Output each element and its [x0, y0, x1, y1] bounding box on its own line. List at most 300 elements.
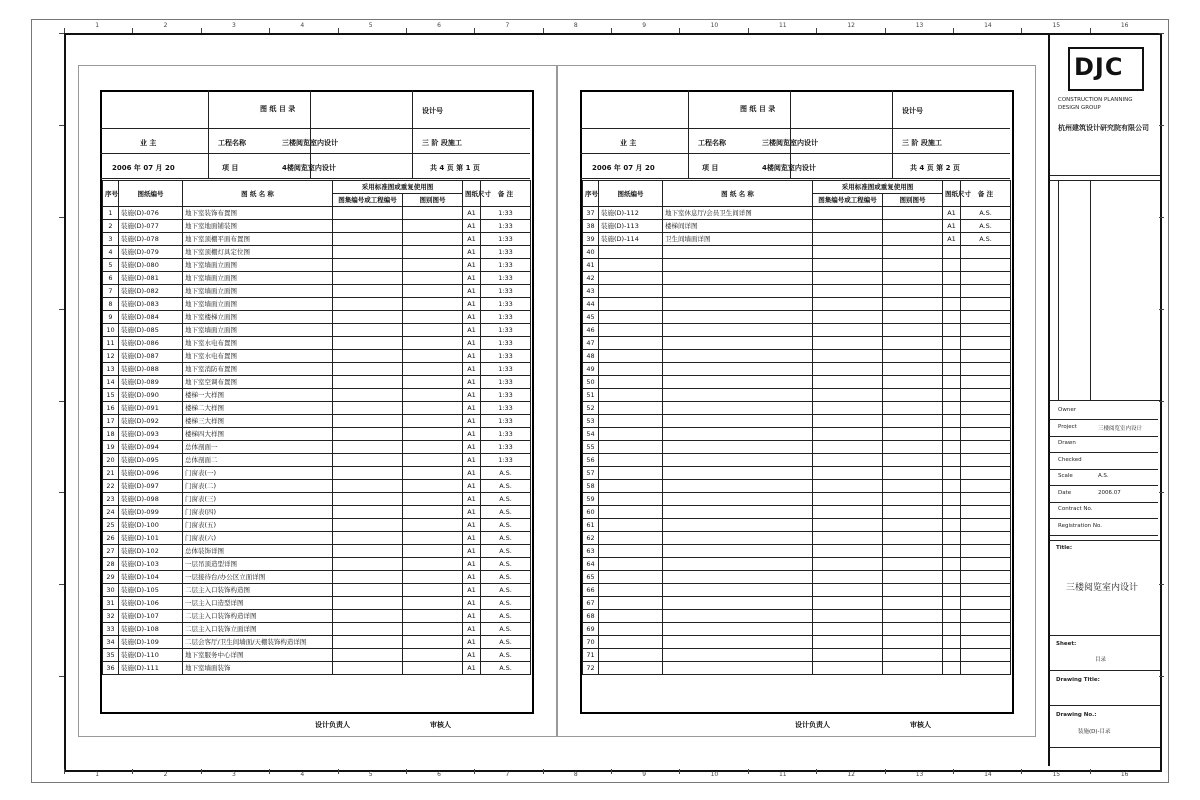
- cell-size: [943, 324, 961, 337]
- cell-name: [663, 415, 813, 428]
- ruler-number: 5: [368, 22, 373, 29]
- cell-no: 62: [583, 532, 599, 545]
- cell-empty: [333, 337, 403, 350]
- cell-note: [961, 545, 1011, 558]
- cell-name: [663, 259, 813, 272]
- cell-empty: [403, 363, 463, 376]
- cell-no: 71: [583, 649, 599, 662]
- cell-code: 装施(D)-111: [119, 662, 183, 675]
- title-block: [1048, 35, 1160, 766]
- cell-size: A1: [463, 649, 481, 662]
- cell-name: 地下室墙面立面图: [183, 259, 333, 272]
- left-drawing-list: [102, 180, 531, 675]
- cell-size: [943, 623, 961, 636]
- cell-note: [961, 532, 1011, 545]
- cell-empty: [883, 324, 943, 337]
- table-row: [583, 363, 1011, 376]
- left-sheet-header-item-label: 项 目: [222, 164, 239, 172]
- cell-note: A.S.: [481, 623, 531, 636]
- cell-code: 装施(D)-088: [119, 363, 183, 376]
- cell-empty: [883, 532, 943, 545]
- cell-code: [599, 441, 663, 454]
- cell-no: 31: [103, 597, 119, 610]
- cell-note: [961, 324, 1011, 337]
- cell-no: 29: [103, 571, 119, 584]
- cell-no: 21: [103, 467, 119, 480]
- cell-no: 43: [583, 285, 599, 298]
- left-sheet-header-owner-label: 业 主: [140, 139, 157, 147]
- cell-no: 56: [583, 454, 599, 467]
- cell-note: 1:33: [481, 324, 531, 337]
- table-row: [583, 350, 1011, 363]
- table-row: [103, 545, 531, 558]
- company-cn: 杭州建筑设计研究院有限公司: [1058, 124, 1149, 132]
- cell-name: [663, 337, 813, 350]
- right-sheet-header-project-name: 三楼阅览室内设计: [762, 139, 818, 147]
- table-row: [103, 610, 531, 623]
- column-ref-no: 图别图号: [403, 194, 463, 207]
- cell-name: [663, 597, 813, 610]
- cell-code: 装施(D)-097: [119, 480, 183, 493]
- cell-note: [961, 571, 1011, 584]
- table-row: [583, 454, 1011, 467]
- cell-code: 装施(D)-103: [119, 558, 183, 571]
- cell-size: A1: [463, 597, 481, 610]
- cell-empty: [403, 324, 463, 337]
- cell-size: [943, 610, 961, 623]
- table-row: [583, 233, 1011, 246]
- ruler-number: 6: [437, 771, 441, 778]
- cell-empty: [403, 610, 463, 623]
- column-note: 备 注: [961, 181, 1011, 207]
- cell-size: A1: [463, 454, 481, 467]
- cell-no: 32: [103, 610, 119, 623]
- cell-name: 总体剖面二: [183, 454, 333, 467]
- column-ref-group: 采用标准图或重复使用图: [813, 181, 943, 194]
- column-name: 图 纸 名 称: [663, 181, 813, 207]
- company-en-2: DESIGN GROUP: [1058, 105, 1101, 111]
- cell-code: 装施(D)-079: [119, 246, 183, 259]
- table-row: [583, 389, 1011, 402]
- cell-no: 42: [583, 272, 599, 285]
- cell-empty: [883, 649, 943, 662]
- cell-size: [943, 298, 961, 311]
- table-row: [103, 350, 531, 363]
- cell-name: [663, 389, 813, 402]
- right-sheet-header-pages: 共 4 页 第 2 页: [910, 164, 960, 172]
- cell-name: 楼梯二大样图: [183, 402, 333, 415]
- left-sheet-header-item-value: 4楼阅览室内设计: [282, 164, 336, 172]
- cell-note: A.S.: [961, 233, 1011, 246]
- cell-empty: [883, 311, 943, 324]
- cell-empty: [333, 272, 403, 285]
- cell-no: 38: [583, 220, 599, 233]
- cell-note: [961, 662, 1011, 675]
- cell-size: A1: [463, 285, 481, 298]
- left-footer-lead: 设计负责人: [315, 721, 350, 729]
- table-row: [583, 584, 1011, 597]
- cell-code: [599, 467, 663, 480]
- cell-name: 二层主入口装饰构造详图: [183, 610, 333, 623]
- cell-empty: [403, 506, 463, 519]
- cell-note: A.S.: [481, 571, 531, 584]
- cell-empty: [333, 402, 403, 415]
- ruler-number: 9: [642, 771, 647, 778]
- column-size: 图纸尺寸: [463, 181, 481, 207]
- cell-no: 12: [103, 350, 119, 363]
- table-row: [103, 415, 531, 428]
- table-row: [583, 506, 1011, 519]
- cell-code: 装施(D)-112: [599, 207, 663, 220]
- cell-code: [599, 350, 663, 363]
- cell-empty: [813, 324, 883, 337]
- cell-no: 25: [103, 519, 119, 532]
- table-row: [103, 220, 531, 233]
- cell-no: 72: [583, 662, 599, 675]
- cell-size: A1: [463, 324, 481, 337]
- cell-name: [663, 545, 813, 558]
- table-row: [583, 636, 1011, 649]
- cell-empty: [403, 428, 463, 441]
- cell-size: [943, 350, 961, 363]
- cell-empty: [883, 402, 943, 415]
- cell-size: [943, 532, 961, 545]
- ruler-number: 16: [1120, 771, 1129, 778]
- table-row: [583, 610, 1011, 623]
- table-row: [103, 636, 531, 649]
- cell-name: 地下室消防布置图: [183, 363, 333, 376]
- cell-note: [961, 506, 1011, 519]
- cell-size: A1: [463, 636, 481, 649]
- cell-code: 装施(D)-105: [119, 584, 183, 597]
- cell-no: 4: [103, 246, 119, 259]
- cell-empty: [883, 623, 943, 636]
- cell-code: 装施(D)-104: [119, 571, 183, 584]
- cell-empty: [333, 233, 403, 246]
- cell-no: 35: [103, 649, 119, 662]
- title-label: Title:: [1056, 545, 1073, 551]
- ruler-number: 13: [915, 771, 924, 778]
- cell-empty: [883, 493, 943, 506]
- cell-code: 装施(D)-109: [119, 636, 183, 649]
- cell-note: A.S.: [961, 220, 1011, 233]
- cell-empty: [333, 259, 403, 272]
- cell-no: 57: [583, 467, 599, 480]
- cell-code: 装施(D)-085: [119, 324, 183, 337]
- cell-note: A.S.: [481, 636, 531, 649]
- drawing-title-label: Drawing Title:: [1056, 677, 1100, 683]
- cell-size: [943, 662, 961, 675]
- cell-empty: [883, 441, 943, 454]
- cell-empty: [403, 519, 463, 532]
- cell-note: [961, 610, 1011, 623]
- cell-empty: [813, 467, 883, 480]
- ruler-number: 14: [984, 771, 992, 778]
- cell-empty: [883, 571, 943, 584]
- cell-name: 地下室地面铺装图: [183, 220, 333, 233]
- cell-size: [943, 363, 961, 376]
- table-row: [583, 545, 1011, 558]
- tb-field-label: Scale: [1058, 473, 1073, 479]
- cell-empty: [403, 350, 463, 363]
- cell-name: 门窗表(三): [183, 493, 333, 506]
- cell-size: [943, 259, 961, 272]
- cell-empty: [403, 532, 463, 545]
- cell-name: 卫生间墙面详图: [663, 233, 813, 246]
- cell-code: [599, 493, 663, 506]
- ruler-number: 5: [368, 771, 373, 778]
- cell-no: 11: [103, 337, 119, 350]
- table-row: [103, 324, 531, 337]
- cell-size: [943, 389, 961, 402]
- cell-code: 装施(D)-101: [119, 532, 183, 545]
- cell-code: [599, 428, 663, 441]
- cell-note: [961, 597, 1011, 610]
- cell-note: [961, 649, 1011, 662]
- cell-name: 一层主入口造型详图: [183, 597, 333, 610]
- drawing-title-text: 三楼阅览室内设计: [1066, 583, 1139, 593]
- cell-no: 48: [583, 350, 599, 363]
- cell-note: [961, 376, 1011, 389]
- cell-name: [663, 610, 813, 623]
- cell-name: [663, 506, 813, 519]
- cell-name: 楼梯四大样图: [183, 428, 333, 441]
- tb-field-value: 2006.07: [1098, 489, 1121, 496]
- cell-size: A1: [463, 506, 481, 519]
- cell-size: A1: [463, 441, 481, 454]
- table-row: [103, 532, 531, 545]
- cell-size: [943, 519, 961, 532]
- cell-empty: [403, 662, 463, 675]
- table-row: [103, 285, 531, 298]
- cell-name: [663, 298, 813, 311]
- cell-name: 二层主入口装饰构造图: [183, 584, 333, 597]
- cell-note: A.S.: [481, 480, 531, 493]
- table-row: [583, 649, 1011, 662]
- cell-empty: [333, 519, 403, 532]
- cell-no: 24: [103, 506, 119, 519]
- cell-name: 二层会客厅/卫生间墙面/天棚装饰构造详图: [183, 636, 333, 649]
- cell-size: A1: [463, 428, 481, 441]
- cell-size: A1: [463, 662, 481, 675]
- table-row: [103, 298, 531, 311]
- cell-code: 装施(D)-106: [119, 597, 183, 610]
- cell-no: 60: [583, 506, 599, 519]
- cell-size: A1: [463, 493, 481, 506]
- cell-note: [961, 636, 1011, 649]
- cell-name: 门窗表(六): [183, 532, 333, 545]
- cell-code: [599, 246, 663, 259]
- cell-no: 50: [583, 376, 599, 389]
- cell-empty: [813, 597, 883, 610]
- cell-name: 楼梯间详图: [663, 220, 813, 233]
- cell-name: 一层接待台/办公区立面详图: [183, 571, 333, 584]
- cell-code: [599, 506, 663, 519]
- cell-no: 69: [583, 623, 599, 636]
- cell-code: [599, 272, 663, 285]
- cell-no: 13: [103, 363, 119, 376]
- cell-code: [599, 545, 663, 558]
- cell-no: 37: [583, 207, 599, 220]
- cell-note: [961, 402, 1011, 415]
- cell-size: A1: [463, 584, 481, 597]
- tb-field-label: Date: [1058, 489, 1072, 496]
- cell-no: 54: [583, 428, 599, 441]
- cell-empty: [333, 454, 403, 467]
- cell-name: [663, 272, 813, 285]
- cell-empty: [883, 363, 943, 376]
- cell-no: 5: [103, 259, 119, 272]
- cell-empty: [813, 246, 883, 259]
- cell-no: 65: [583, 571, 599, 584]
- ruler-number: 7: [505, 771, 510, 778]
- cell-size: [943, 636, 961, 649]
- table-row: [583, 441, 1011, 454]
- cell-code: [599, 363, 663, 376]
- cell-empty: [333, 363, 403, 376]
- cell-name: 地下室楼梯立面图: [183, 311, 333, 324]
- cell-empty: [403, 623, 463, 636]
- cell-no: 59: [583, 493, 599, 506]
- ruler-number: 16: [1120, 22, 1129, 29]
- cell-note: A.S.: [481, 558, 531, 571]
- left-sheet-header-date: 2006 年 07 月 20: [112, 164, 175, 172]
- left-sheet-header-project-name: 三楼阅览室内设计: [282, 139, 338, 147]
- cell-code: [599, 402, 663, 415]
- cell-size: [943, 493, 961, 506]
- cell-code: [599, 519, 663, 532]
- cell-size: [943, 311, 961, 324]
- ruler-number: 2: [163, 22, 168, 29]
- cell-code: 装施(D)-102: [119, 545, 183, 558]
- drawing-no-label: Drawing No.:: [1056, 712, 1097, 718]
- cell-code: 装施(D)-108: [119, 623, 183, 636]
- cell-empty: [813, 571, 883, 584]
- cell-note: [961, 363, 1011, 376]
- cell-note: 1:33: [481, 337, 531, 350]
- cell-name: 地下室墙面装饰: [183, 662, 333, 675]
- cell-empty: [333, 558, 403, 571]
- cell-name: [663, 428, 813, 441]
- cell-no: 44: [583, 298, 599, 311]
- cell-note: A.S.: [481, 584, 531, 597]
- cell-name: 楼梯三大样图: [183, 415, 333, 428]
- cell-size: A1: [463, 480, 481, 493]
- cell-size: A1: [463, 623, 481, 636]
- tb-field-label: Checked: [1058, 456, 1082, 463]
- cell-size: [943, 428, 961, 441]
- cell-no: 51: [583, 389, 599, 402]
- cell-empty: [883, 246, 943, 259]
- table-row: [583, 272, 1011, 285]
- cell-empty: [813, 493, 883, 506]
- cell-note: 1:33: [481, 454, 531, 467]
- right-sheet-header-stage-value: 三 阶 段施工: [902, 139, 942, 147]
- cell-empty: [813, 220, 883, 233]
- cell-empty: [333, 662, 403, 675]
- tb-field-label: Contract No.: [1058, 506, 1093, 512]
- table-row: [103, 337, 531, 350]
- table-row: [583, 571, 1011, 584]
- cell-note: [961, 428, 1011, 441]
- tb-field-label: Registration No.: [1058, 522, 1103, 529]
- cell-empty: [403, 480, 463, 493]
- cell-size: [943, 415, 961, 428]
- cell-name: [663, 376, 813, 389]
- cell-note: [961, 350, 1011, 363]
- cell-no: 16: [103, 402, 119, 415]
- cell-empty: [813, 441, 883, 454]
- right-sheet-header-project-name-label: 工程名称: [698, 139, 726, 147]
- table-row: [583, 376, 1011, 389]
- cell-note: 1:33: [481, 376, 531, 389]
- cell-code: [599, 285, 663, 298]
- cell-empty: [813, 272, 883, 285]
- table-row: [583, 662, 1011, 675]
- cell-no: 68: [583, 610, 599, 623]
- table-row: [103, 558, 531, 571]
- cell-code: [599, 636, 663, 649]
- cell-empty: [333, 649, 403, 662]
- cell-note: 1:33: [481, 363, 531, 376]
- ruler-number: 11: [778, 771, 787, 778]
- left-sheet-header-title: 图 纸 目 录: [260, 105, 296, 113]
- cell-no: 67: [583, 597, 599, 610]
- cell-note: [961, 454, 1011, 467]
- cell-empty: [883, 272, 943, 285]
- cell-name: [663, 519, 813, 532]
- right-drawing-list: [582, 180, 1011, 675]
- cell-code: 装施(D)-093: [119, 428, 183, 441]
- cell-empty: [883, 545, 943, 558]
- table-row: [583, 415, 1011, 428]
- cell-code: 装施(D)-081: [119, 272, 183, 285]
- cell-empty: [813, 610, 883, 623]
- cell-code: 装施(D)-089: [119, 376, 183, 389]
- table-row: [103, 454, 531, 467]
- cell-no: 22: [103, 480, 119, 493]
- table-row: [583, 467, 1011, 480]
- cell-empty: [333, 636, 403, 649]
- cell-empty: [813, 545, 883, 558]
- cell-note: A.S.: [961, 207, 1011, 220]
- column-size: 图纸尺寸: [943, 181, 961, 207]
- cell-name: [663, 324, 813, 337]
- table-row: [583, 493, 1011, 506]
- cell-empty: [333, 506, 403, 519]
- cell-size: A1: [943, 220, 961, 233]
- cell-empty: [883, 519, 943, 532]
- cell-note: 1:33: [481, 298, 531, 311]
- cell-name: 总体装饰详图: [183, 545, 333, 558]
- cell-code: 装施(D)-096: [119, 467, 183, 480]
- cell-empty: [883, 350, 943, 363]
- sheet-value: 目录: [1095, 657, 1107, 663]
- cell-no: 9: [103, 311, 119, 324]
- cell-code: 装施(D)-076: [119, 207, 183, 220]
- cell-name: 门窗表(五): [183, 519, 333, 532]
- cell-empty: [403, 415, 463, 428]
- left-sheet-header-stage-value: 三 阶 段施工: [422, 139, 462, 147]
- table-row: [583, 298, 1011, 311]
- cell-size: A1: [463, 376, 481, 389]
- table-row: [103, 571, 531, 584]
- cell-empty: [883, 480, 943, 493]
- table-row: [583, 623, 1011, 636]
- cell-note: A.S.: [481, 649, 531, 662]
- cell-no: 34: [103, 636, 119, 649]
- cell-no: 17: [103, 415, 119, 428]
